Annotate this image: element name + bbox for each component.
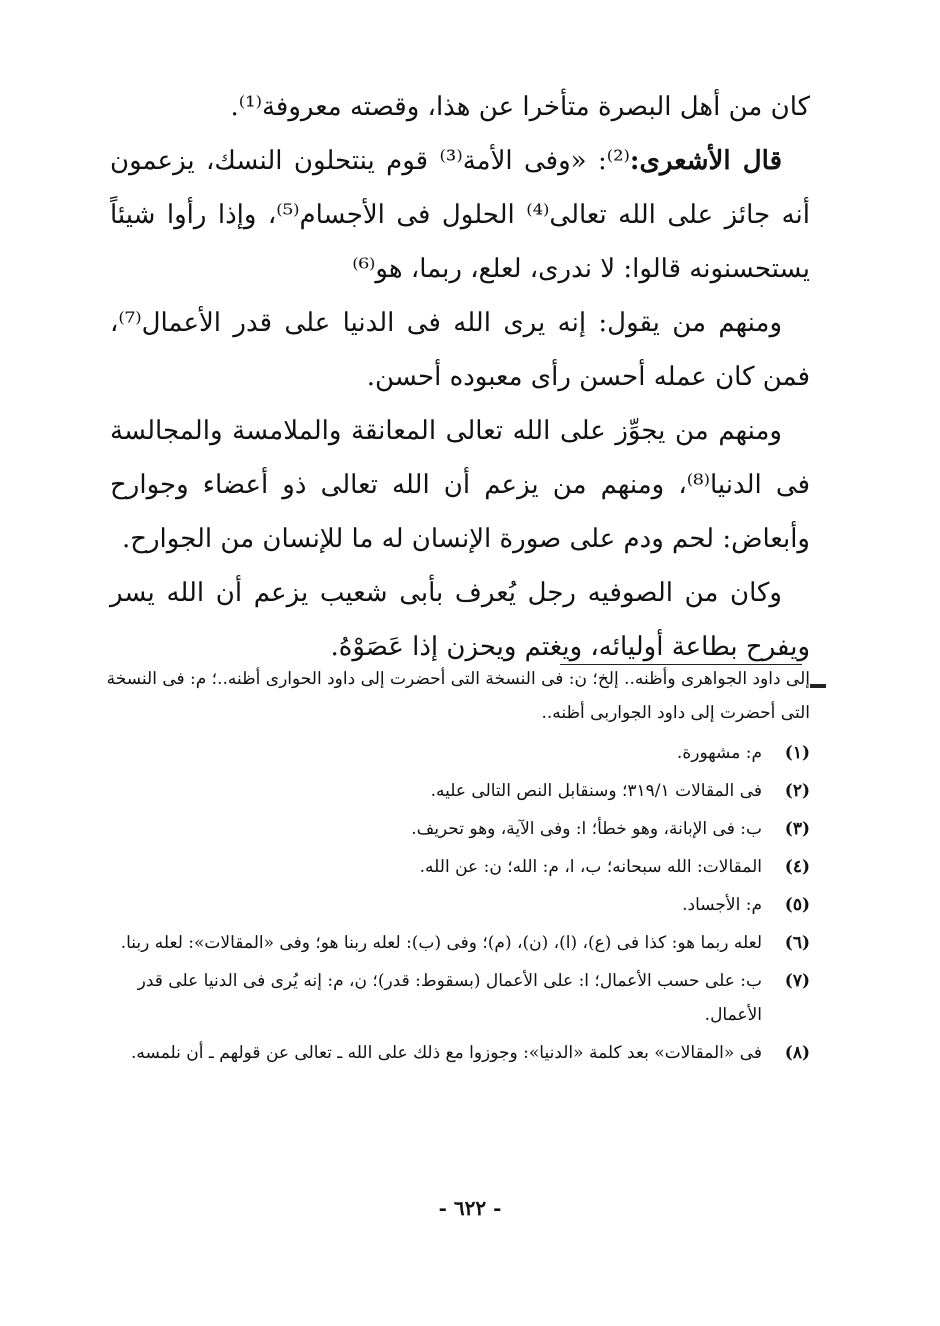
- footnote-7: [100, 964, 810, 1032]
- footnote-continuation: إلى داود الجواهرى وأظنه.. إلخ؛ ن: فى النسخة التى أحضرت إلى داود الحوارى أظنه..؛ م: فى النسخة التى أحضرت إلى داود الجواربى أظنه..: [106, 669, 810, 723]
- footnote-number: (٨): [784, 1043, 810, 1063]
- footnote-6: [100, 926, 810, 960]
- footnote-number: (١): [784, 743, 810, 763]
- speaker-label: قال الأشعرى:: [629, 146, 783, 176]
- paragraph-3: ومنهم من يقول: إنه يرى الله فى الدنيا على قدر الأعمال⁽⁷⁾، فمن كان عمله أحسن رأى معبوده أحسن.: [110, 308, 810, 392]
- paragraph-2-text: ⁽²⁾: «وفى الأمة⁽³⁾ قوم ينتحلون النسك، يزعمون أنه جائز على الله تعالى⁽⁴⁾ الحلول فى الأجسام⁽⁵⁾، وإذا رأوا شيئاً يستحسنونه قالوا: لا ندرى، لعلع، ربما، هو⁽⁶⁾: [110, 146, 811, 284]
- footnote-text: لعله ربما هو: كذا فى (ع)، (ا)، (ن)، (م)؛ وفى (ب): لعله ربنا هو؛ وفى «المقالات»: لعله ربنا.: [120, 933, 762, 953]
- paragraph-2: [110, 134, 810, 296]
- footnote-1: [100, 736, 810, 770]
- footnote-number: (٥): [784, 895, 810, 915]
- paragraph-4: ومنهم من يجوِّز على الله تعالى المعانقة والملامسة والمجالسة فى الدنيا⁽⁸⁾، ومنهم من يزعم أن الله تعالى ذو أعضاء وجوارح وأبعاض: لحم ودم على صورة الإنسان له ما للإنسان من الجوارح.: [110, 416, 811, 554]
- footnote-number: (٧): [784, 971, 810, 991]
- paragraph-5: وكان من الصوفيه رجل يُعرف بأبى شعيب يزعم أن الله يسر ويفرح بطاعة أوليائه، ويغتم ويحزن إذا عَصَوْهُ.: [110, 578, 810, 662]
- page-number: - ٦٢٢ -: [438, 1196, 502, 1220]
- footnote-text: فى «المقالات» بعد كلمة «الدنيا»: وجوزوا مع ذلك على الله ـ تعالى عن قولهم ـ أن نلمسه.: [131, 1043, 762, 1063]
- footnote-number: (٦): [784, 933, 810, 953]
- footnote-text: المقالات: الله سبحانه؛ ب، ا، م: الله؛ ن: عن الله.: [419, 857, 762, 877]
- footnote-text: م: الأجساد.: [682, 895, 762, 915]
- footnotes: [100, 662, 810, 1074]
- footnote-number: (٢): [784, 781, 810, 801]
- footnote-4: [100, 850, 810, 884]
- footnote-number: (٣): [784, 819, 810, 839]
- footnote-number: (٤): [784, 857, 810, 877]
- paragraph-1: كان من أهل البصرة متأخرا عن هذا، وقصته معروفة⁽¹⁾.: [230, 92, 810, 122]
- footnote-3: [100, 812, 810, 846]
- footnote-5: [100, 888, 810, 922]
- footnote-text: ب: على حسب الأعمال؛ ا: على الأعمال (بسقوط: قدر)؛ ن، م: إنه يُرى فى الدنيا على قدر الأعمال.: [137, 971, 762, 1025]
- footnote-2: [100, 774, 810, 808]
- main-text: [110, 80, 810, 674]
- footnote-text: م: مشهورة.: [676, 743, 762, 763]
- footnote-text: ب: فى الإبانة، وهو خطأ؛ ا: وفى الآية، وهو تحريف.: [411, 819, 762, 839]
- footnote-separator-mark: [810, 684, 826, 688]
- footnote-8: [100, 1036, 810, 1070]
- footnote-text: فى المقالات ٣١٩/١؛ وسنقابل النص التالى عليه.: [430, 781, 762, 801]
